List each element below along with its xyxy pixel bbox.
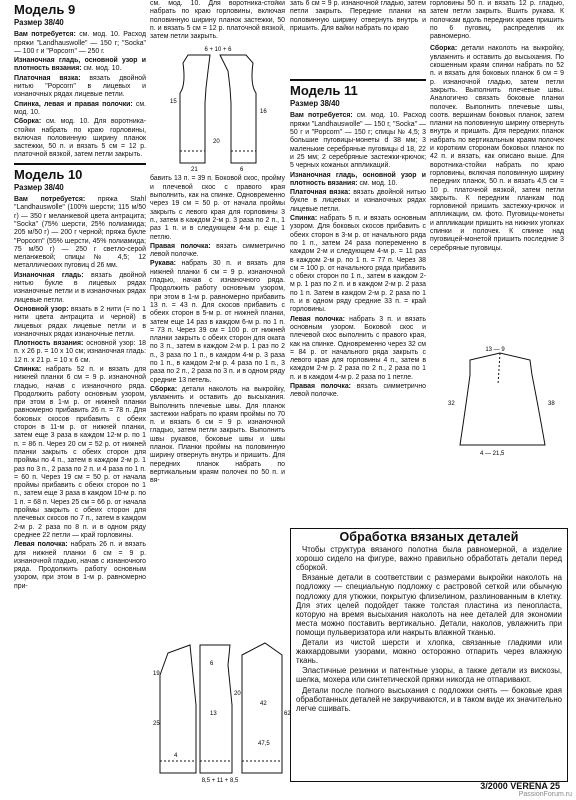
model9-diagram <box>158 43 278 173</box>
info-box-title: Обработка вязаных деталей <box>339 530 519 544</box>
model10-left-cont: бавить 13 п. = 39 п. Боковой скос, пройму и плечевой скос с правого края выполнить, как на спинке. Одновременно через 19 см = 50 р. от начала проймы закрыть с левого края для горловины 3 п., затем в каждом 2-м р. 3 раза по 2 п., 1 раз 1 п. и в следующем 4-м р. еще 1 петлю. <box>150 175 285 241</box>
column-4 <box>430 0 564 254</box>
model11-moss: Платочная вязка: вязать двойной нитью букле в лицевых и изнаночных рядах лицевые петли. <box>290 189 426 213</box>
m10-measure-1: 19 <box>153 671 160 677</box>
m10-measure-4: 13 <box>210 711 217 717</box>
info-box <box>290 528 568 782</box>
m9-left-measure: 15 <box>169 99 177 106</box>
column-1 <box>14 0 146 592</box>
m11-right-measure: 38 <box>548 401 555 407</box>
m10-measure-5: 20 <box>234 691 241 697</box>
model9-collar-text: см. мод. 10. Для воротника-стойки набрать по краю горловины, включая половинную ширину планок застежки, 50 п. и вязать 5 см = 12 р. платочной вязкой, затем петли закрыть. <box>150 0 285 41</box>
model11-left: Левая полочка: набрать 3 п. и вязать основным узором. Боковой скос и плечевой скос выполнить с правого края, как на спинке. Одновременно через 32 см = 84 р. от начального ряда закрыть с левого края для горловины 4 п., затем в каждом 2-м р. 2 раза по 2 п., 2 раза по 1 п. и в каждом 4-м р. 2 раза по 1 петле. <box>290 315 426 381</box>
model10-materials: Вам потребуется: пряжа Stahl "Landhauswolle" (100% шерсти; 115 м/50 г) — 350 г меланжевой цвета антрацита; "Socka" (75% шерсти, 25% полиамида; 205 м/50 г) — 200 г черной; пряжа букле "Popcorn" (55% шерсти, 45% полиамида; 75 м/50 г) — 250 г светло-серой меланжевой; спицы № 4,5; 12 металлических пуговиц d 26 мм. <box>14 196 146 270</box>
m9-mid-measure: 20 <box>212 139 220 146</box>
model10-pattern: Основной узор: вязать в 2 нити (= по 1 нити цвета антрацита и черной) в лицевых рядах лицевые петли и в изнаночных рядах изнаночные петли. <box>14 305 147 338</box>
model11-back: Спинка: набрать 5 п. и вязать основным узором. Для боковых скосов прибавить с обеих сторон в 3-м р. от начального ряда по 1 п., затем 24 раза попеременно в каждом 2-м и следующем 4-м р. = 11 раз в каждом 2-м р. по 1 п. = 77 п. Через 38 см = 100 р. от начального ряда прибавить с обеих сторон по 1 п., затем в каждом 2-м р. 1 раз по 2 п. и в каждом 2-м р. 2 раза по 1 п. Затем в каждом 2-м р. 2 раза по 1 п. и в одном ряду средние 33 п. = край горловины. <box>290 215 426 314</box>
m9-right-measure: 16 <box>259 109 267 116</box>
m10-top-measure: 8,5 + 11 + 8,5 <box>201 778 239 784</box>
model10-assembly: Сборка: детали наколоть на выкройку, увлажнить и оставить до высыхания. Выполнить плечевые швы. Для планок застежки набрать по краям проймы по 70 п. и вязать 6 см = 9 р. изнаночной гладью, затем петли закрыть. Выполнить швы рукавов, боковые швы и швы планок. Планки проймы на половинную ширину отвернуть внутрь и пришить. Для передних планок набрать по вертикальным краям полочек по 50 п. и вя- <box>150 385 285 485</box>
model9-back: Спинка, левая и правая полочки: см. мод. 10. <box>14 100 146 116</box>
column-2 <box>150 0 285 486</box>
info-box-p3: Детали из чистой шерсти и хлопка, связанные гладкими или жаккардовыми узорами, можно осторожно отпарить через влажную ткань. <box>296 638 562 666</box>
model10-left: Левая полочка: набрать 26 п. и вязать для нижней планки 6 см = 9 р. изнаночной гладью, начав с изнаночного ряда. Продолжить работу основным узором, при этом в 1-м р. равномерно при- <box>14 541 146 590</box>
m10-measure-3: 6 <box>210 661 214 667</box>
model10-finish-text: горловины 50 п. и вязать 12 р. гладью, затем петли закрыть. Вшить рукава. К полочкам вдоль передних краев пришить по 6 пуговиц, распределив их равномерно. <box>430 0 564 41</box>
m9-bottom-measure: 21 <box>190 167 198 174</box>
model9-title: Модель 9 <box>14 2 76 17</box>
info-box-p1: Чтобы структура вязаного полотна была равномерной, а изделие хорошо сидело на фигуре, важно правильно обработать детали перед сборкой. <box>296 545 562 573</box>
model10-stockinette: Изнаночная гладь: вязать двойной нитью букле в лицевых рядах изнаночные петли и в изнаночных рядах лицевые петли. <box>14 271 146 304</box>
model10-sleeves: Рукава: набрать 30 п. и вязать для нижней планки 6 см = 9 р. изнаночной гладью, начав с изнаночного ряда. Продолжить работу основным узором, при этом в 1-м р. равномерно прибавить 13 п. = 43 п. Для скосов прибавить с обеих сторон в 5-м р. от нижней планки, затем еще 14 раз в каждом 6-м р. по 1 п. = 73 п. Через 39 см = 100 р. от нижней планки закрыть с обеих сторон для оката по 3 п., затем в каждом 2-м р. 1 раз по 2 п., 3 раза по 1 п., в каждом 4-м р. 3 раза по 1 п., в каждом 2-м р. 4 раза по 1 п., 3 раза по 2 п., 2 раза по 3 п. и в одном ряду средние 13 петель. <box>150 260 285 384</box>
m10-measure-2: 25 <box>153 721 160 727</box>
model10-diagram <box>150 635 290 785</box>
model10-title: Модель 10 <box>14 166 83 182</box>
m10-measure-9: 62 <box>284 711 291 717</box>
model10-back: Спинка: набрать 52 п. и вязать для нижней планки 6 см = 9 р. изнаночной гладью, начав с изнаночного ряда. Продолжить работу основным узором, при этом в 1-м р. от нижней планки равномерно прибавить 26 п. = 78 п. Для боковых скосов прибавить с обеих сторон в 11-м р. от нижней планки, затем еще 3 раза в каждом 12-м р. по 1 п. = 86 п. Через 20 см = 52 р. от нижней планки закрыть с обеих сторон для проймы по 4 п., затем в каждом 2-м р. 1 раз по 3 п., 2 раза по 2 п. и 4 раза по 1 п. = 60 п. Через 19 см = 50 р. от начала проймы прибавить с обеих сторон по 1 п., затем еще 3 раза в каждом 10-м р. по 1 п. = 68 п. Через 25 см = 66 р. от начала проймы закрыть с обеих сторон для плечевых скосов по 7 п., затем в каждом 2-м р. 2 раза по 8 п. и в одном ряду среднее 22 петли — край горловины. <box>14 365 146 539</box>
m10-measure-7: 4 <box>174 753 178 759</box>
info-box-p2: Вязаные детали в соответствии с размерами выкройки наколоть на подложку — специальную подложку с растровой сеткой или обычную подложку для утюжки, покрытую флизелином, разлинованным в клетку. Для этих целей подойдет также толстая пластина из пенопласта, которую на время высыхания наколоть на нее деталей для экономии места можно поставить вертикально. Детали, наколов, увлажнить при помощи пульверизатора или накрыть влажной тканью. <box>296 573 562 637</box>
m11-bottom-measure: 4 — 21,5 <box>480 451 505 457</box>
model11-materials: Вам потребуется: см. мод. 10. Расход пряжи "Landhauswolle" — 150 г, "Socka" — 50 г и "Popcorn" — 150 г; спицы № 4,5; 3 большие пуговицы-монеты d 38 мм; 3 маленькие серебряные пуговицы d 18, 22 и 25 мм; 2 серебряные застежки-крючок; 5 черных кожаных аппликаций. <box>290 112 426 170</box>
m9-half-measure: 6 <box>239 167 243 174</box>
m11-left-measure: 32 <box>448 401 455 407</box>
model11-title: Модель 11 <box>290 83 358 99</box>
column-3 <box>290 0 426 401</box>
model10-gauge: Плотность вязания: основной узор: 18 п. x 26 р. = 10 x 10 см; изнаночная гладь: 12 п. x 21 р. = 10 x 6 см. <box>14 340 146 364</box>
info-box-p5: Детали после полного высыхания с подложки снять — боковые края обработанных деталей не закручиваются, и в таком виде их значительно легче сшивать. <box>296 685 563 713</box>
model10-collar-text: зать 6 см = 9 р. изнаночной гладью, затем петли закрыть. Передние планки на половинную ширину отвернуть внутрь и пришить. Для вайки набрать по краю <box>290 0 426 32</box>
info-box-p4: Эластичные резинки и патентные узоры, а также детали из вискозы, шелка, мохера или синтетической пряжи никогда не отпаривают. <box>296 666 562 685</box>
model9-materials: Вам потребуется: см. мод. 10. Расход пряжи "Landhauswolle" — 150 г; "Socka" — 100 г и "Popcorn" — 250 г. <box>14 31 146 55</box>
model11-size: Размер 38/40 <box>290 99 340 109</box>
m10-measure-6: 42 <box>260 701 267 707</box>
m11-top-measure: 13 — 9 <box>485 347 505 353</box>
divider <box>14 163 146 165</box>
divider <box>290 79 426 81</box>
page-footer: 3/2000 VERENA 25 <box>480 781 560 791</box>
model11-right: Правая полочка: вязать симметрично левой полочке. <box>290 382 426 399</box>
m9-top-measure: 6 + 10 + 6 <box>203 47 232 54</box>
model11-stockinette: Изнаночная гладь, основной узор и плотность вязания: см. мод. 10. <box>290 171 426 187</box>
model9-assembly: Сборка: см. мод. 10. Для воротника-стойки набрать по краю горловины, включая половинную ширину планок застежки, 50 п. и вязать 5 см = 12 р. платочной вязкой, затем петли закрыть. <box>14 118 146 159</box>
model9-stockinette: Изнаночная гладь, основной узор и плотность вязания: см. мод. 10. <box>14 57 146 73</box>
model11-assembly: Сборка: детали наколоть на выкройку, увлажнить и оставить до высыхания. По скошенным краям спинки набрать по 52 п. и вязать для боковых планок 6 см = 9 р. изнаночной гладью, затем петли закрыть. Выполнить плечевые швы. Аналогично связать боковые планки полочек. Выполнить плечевые швы, соотв. вершинам боковых планок, затем планки на половинную ширину отвернуть внутрь и пришить. Для передних планок набрать по вертикальным краям полочек и коротким сторонам боковых планок по 42 п. и вязать, как описано выше. Для воротника-стойки набрать по краю горловины, включая половинную ширину передних планок, 50 п. и вязать 4,5 см = 10 р. платочной вязкой, затем петли закрыть. К передним планкам под горловиной пришить застежку-крючок и аппликации, см. фото. Пуговицы-монеты и аппликации пришить на нижних уголках спинки и полочек. К спинке над пуговицей-монетой пришить последние 3 серебряные пуговицы. <box>430 45 564 252</box>
model9-moss: Платочная вязка: вязать двойной нитью "Popcorn" в лицевых и изнаночных рядах лицевые петли. <box>14 74 146 99</box>
model10-size: Размер 38/40 <box>14 182 64 192</box>
model11-diagram <box>440 345 565 460</box>
model10-right: Правая полочка: вязать симметрично левой полочке. <box>150 242 285 259</box>
model9-size: Размер 38/40 <box>14 18 64 27</box>
watermark: PassionForum.ru <box>518 791 572 798</box>
m10-measure-8: 47,5 <box>258 741 270 747</box>
